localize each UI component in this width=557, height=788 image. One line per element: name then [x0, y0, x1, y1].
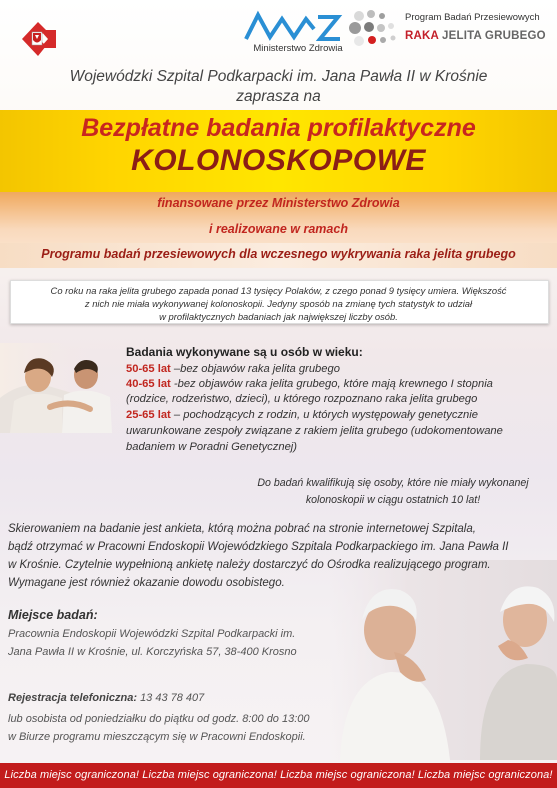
place-address [8, 625, 338, 661]
financing-line2: i realizowane w ramach [209, 222, 348, 236]
ministry-label: Ministerstwo Zdrowia [253, 43, 343, 54]
criteria-text: badaniem w Poradni Genetycznej) [126, 441, 298, 453]
footer-limited-places: Liczba miejsc ograniczona! Liczba miejsc ograniczona! Liczba miejsc ograniczona! Liczba miejsc ograniczona! [4, 769, 553, 781]
place-heading: Miejsce badań: [8, 608, 98, 622]
criteria-text: -bez objawów raka jelita grubego, które mają krewnego I stopnia [170, 378, 493, 390]
registration-details [8, 710, 348, 746]
place-line: Jana Pawła II w Krośnie, ul. Korczyńska 57, 38-400 Krosno [8, 646, 297, 658]
criteria-text: uwarunkowane zespoły związane z rakiem jelita grubego (udokomentowane [126, 425, 503, 437]
criteria-item [126, 377, 546, 393]
referral-line: w Krośnie. Czytelnie wypełnioną ankietę należy dostarczyć do Ośrodka realizującego program. [8, 559, 491, 571]
criteria-item [126, 408, 546, 424]
program-logo-jelita: JELITA GRUBEGO [442, 30, 546, 42]
program-logo-line2 [405, 30, 546, 42]
intro-text [18, 284, 539, 323]
criteria-text: (rodzice, rodzeństwo, dzieci), u którego rozpoznano raka jelita grubego [126, 393, 478, 405]
qualify-line: Do badań kwalifikują się osoby, które nie miały wykonanej [257, 477, 529, 489]
referral-line: Skierowaniem na badanie jest ankieta, którą można pobrać na stronie internetowej Szpitala, [8, 523, 476, 535]
registration-line: w Biurze programu mieszczącym się w Pracowni Endoskopii. [8, 731, 306, 743]
criteria-item [126, 424, 546, 440]
dots-logo-icon [347, 8, 405, 50]
podkarpackie-emblem-icon [18, 19, 60, 59]
criteria-item [126, 440, 546, 456]
invites-text: zaprasza na [236, 88, 321, 105]
criteria-text: – pochodzących z rodzin, u których występowały genetycznie [170, 409, 478, 421]
hospital-name: Wojewódzki Szpital Podkarpacki im. Jana Pawła II w Krośnie [69, 68, 488, 85]
registration-label: Rejestracja telefoniczna: [8, 692, 137, 704]
program-logo-line1: Program Badań Przesiewowych [405, 12, 540, 23]
intro-line: Co roku na raka jelita grubego zapada ponad 13 tysięcy Polaków, z czego ponad 9 tysięcy umiera. Większość [50, 285, 507, 296]
referral-line: bądź otrzymać w Pracowni Endoskopii Wojewódzkiego Szpitala Podkarpackiego im. Jana Pawła II [8, 541, 509, 553]
referral-line: Wymagane jest również okazanie dowodu osobistego. [8, 577, 285, 589]
criteria-age: 50-65 lat [126, 363, 171, 375]
financing-line1: finansowane przez Ministerstwo Zdrowia [157, 196, 400, 210]
intro-line: z nich nie miała wykonywanej kolonoskopii. Jedyny sposób na zmianę tych statystyk to udział [84, 298, 473, 309]
title-line2: KOLONOSKOPOWE [131, 144, 426, 177]
place-line: Pracownia Endoskopii Wojewódzki Szpital Podkarpacki im. [8, 628, 296, 640]
intro-line: w profilaktycznych badaniach jak największej liczby osób. [159, 311, 398, 322]
qualification-note [238, 475, 548, 509]
criteria-age: 25-65 lat [126, 409, 171, 421]
criteria-age: 40-65 lat [126, 378, 171, 390]
registration-line: lub osobista od poniedziałku do piątku od godz. 8:00 do 13:00 [8, 713, 310, 725]
criteria-item [126, 392, 546, 408]
program-logo-raka: RAKA [405, 30, 439, 42]
referral-text [8, 520, 553, 592]
program-name: Programu badań przesiewowych dla wczesnego wykrywania raka jelita grubego [41, 247, 516, 261]
criteria-title: Badania wykonywane są u osób w wieku: [126, 345, 363, 359]
qualify-line: kolonoskopii w ciągu ostatnich 10 lat! [305, 494, 481, 506]
title-line1: Bezpłatne badania profilaktyczne [81, 114, 476, 142]
registration-phone: 13 43 78 407 [140, 692, 205, 704]
hospital-invitation [0, 67, 557, 107]
couple-photo [0, 343, 127, 433]
criteria-text: –bez objawów raka jelita grubego [170, 363, 340, 375]
registration-heading [8, 692, 204, 704]
criteria-item [126, 362, 546, 378]
